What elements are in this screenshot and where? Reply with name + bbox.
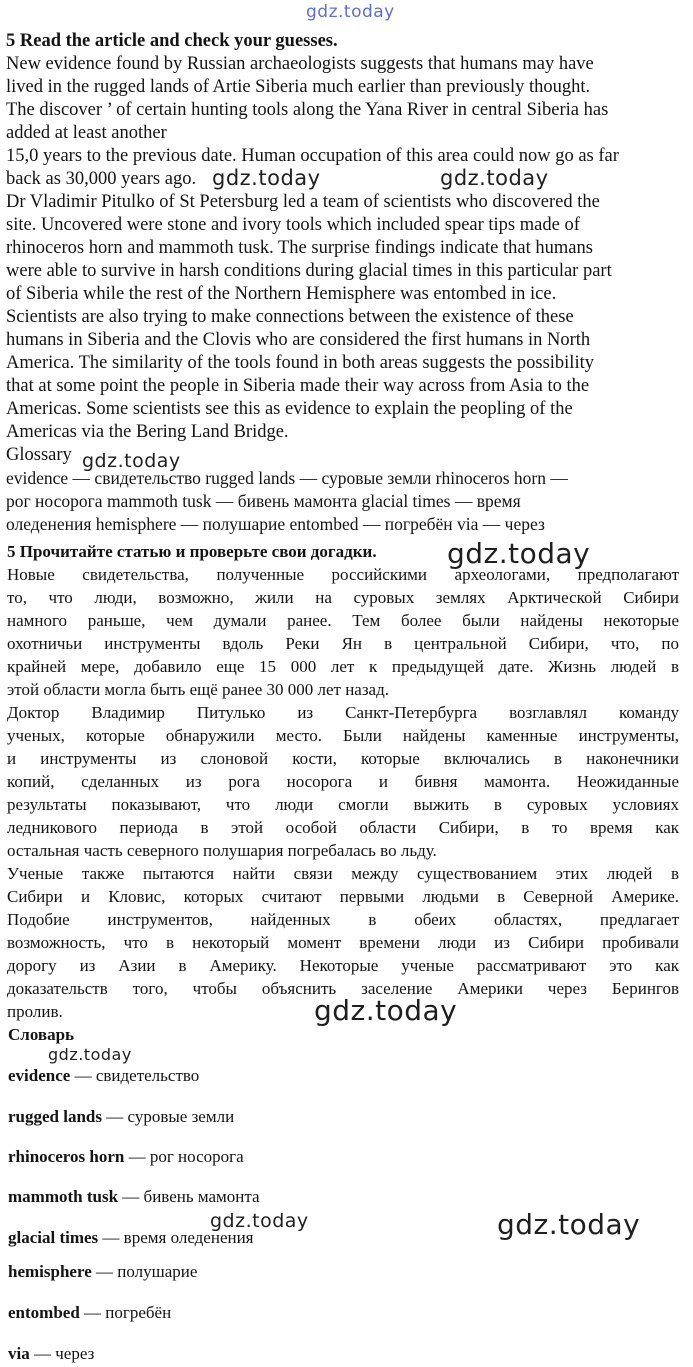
- russian-line: доказательств того, чтобы объяснить заселение Америки через Берингов: [7, 979, 679, 998]
- russian-line: пролив.: [7, 1002, 63, 1021]
- glossary-entry: [8, 1107, 234, 1127]
- glossary-translation: — время оледенения: [102, 1228, 254, 1247]
- watermark-top: gdz.today: [306, 2, 395, 22]
- russian-line: охотничьи инструменты вдоль Реки Ян в центральной Сибири, что, по: [7, 634, 679, 653]
- russian-line: ледникового периода в этой особой области Сибири, в то время как: [7, 818, 679, 837]
- glossary-term: evidence: [8, 1066, 71, 1085]
- russian-line: Ученые также пытаются найти связи между существованием этих людей в: [7, 864, 679, 883]
- english-line: Americas via the Bering Land Bridge.: [6, 422, 289, 442]
- glossary-term: entombed: [8, 1303, 80, 1322]
- watermark: gdz.today: [82, 450, 181, 472]
- english-line: America. The similarity of the tools found in both areas suggests the possibility: [6, 353, 594, 373]
- watermark: gdz.today: [497, 1208, 641, 1241]
- glossary-term: via: [8, 1344, 30, 1363]
- glossary-term: mammoth tusk: [8, 1187, 119, 1206]
- glossary-translation: — суровые земли: [106, 1107, 235, 1126]
- russian-line: Доктор Владимир Питулько из Санкт-Петербурга возглавлял команду: [7, 703, 679, 722]
- glossary-entry: [8, 1187, 260, 1207]
- russian-line: Сибири и Кловис, которых считают первыми людьми в Северной Америке.: [7, 887, 679, 906]
- glossary-term: rugged lands: [8, 1107, 102, 1126]
- glossary-term: hemisphere: [8, 1262, 92, 1281]
- glossary-translation: — бивень мамонта: [122, 1187, 260, 1206]
- english-glossary-line: рог носорога mammoth tusk — бивень мамонта glacial times — время: [6, 491, 521, 511]
- russian-glossary-title: Словарь: [8, 1025, 75, 1044]
- english-line: lived in the rugged lands of Artie Siberia much earlier than previously thought.: [6, 77, 591, 97]
- glossary-translation: — полушарие: [96, 1262, 198, 1281]
- watermark: gdz.today: [210, 1210, 309, 1232]
- watermark: gdz.today: [314, 994, 458, 1027]
- english-line: Scientists are also trying to make connections between the existence of these: [6, 307, 574, 327]
- english-line: 15,0 years to the previous date. Human occupation of this area could now go as far: [6, 146, 619, 166]
- english-glossary-line: оледенения hemisphere — полушарие entombed — погребён via — через: [6, 514, 545, 534]
- english-line: were able to survive in harsh conditions during glacial times in this particular part: [6, 261, 612, 281]
- glossary-translation: — рог носорога: [128, 1147, 244, 1166]
- english-glossary-line: evidence — свидетельство rugged lands — суровые земли rhinoceros horn —: [6, 468, 568, 488]
- english-heading: 5 Read the article and check your guesses.: [6, 31, 338, 51]
- russian-line: результаты показывают, что люди смогли выжить в суровых условиях: [7, 795, 679, 814]
- glossary-term: rhinoceros horn: [8, 1147, 125, 1166]
- english-line: back as 30,000 years ago.: [6, 169, 197, 189]
- glossary-translation: — через: [33, 1344, 95, 1363]
- glossary-entry: [8, 1262, 197, 1282]
- english-line: The discover ’ of certain hunting tools along the Yana River in central Siberia has: [6, 100, 609, 120]
- glossary-entry: [8, 1303, 171, 1323]
- english-line: added at least another: [6, 123, 167, 143]
- glossary-entry: [8, 1228, 254, 1248]
- russian-line: Подобие инструментов, найденных в обеих областях, предлагает: [7, 910, 679, 929]
- glossary-entry: [8, 1066, 199, 1086]
- glossary-translation: — погребён: [84, 1303, 172, 1322]
- russian-line: то, что люди, возможно, жили на суровых землях Арктической Сибири: [7, 588, 679, 607]
- russian-line: крайней мере, добавило еще 15 000 лет к предыдущей дате. Жизнь людей в: [7, 657, 679, 676]
- english-line: rhinoceros horn and mammoth tusk. The surprise findings indicate that humans: [6, 238, 593, 258]
- russian-line: копий, сделанных из рога носорога и бивня мамонта. Неожиданные: [7, 772, 679, 791]
- english-line: Americas. Some scientists see this as evidence to explain the peopling of the: [6, 399, 573, 419]
- english-line: New evidence found by Russian archaeologists suggests that humans may have: [6, 54, 594, 74]
- russian-line: дорогу из Азии в Америку. Некоторые ученые рассматривают это как: [7, 956, 679, 975]
- english-line: site. Uncovered were stone and ivory tools which included spear tips made of: [6, 215, 580, 235]
- english-line: Dr Vladimir Pitulko of St Petersburg led a team of scientists who discovered the: [6, 192, 600, 212]
- russian-line: и инструменты из слоновой кости, которые включались в наконечники: [7, 749, 679, 768]
- glossary-term: glacial times: [8, 1228, 99, 1247]
- russian-line: этой области могла быть ещё ранее 30 000 лет назад.: [7, 680, 390, 699]
- russian-line: ученых, которые обнаружили место. Были найдены каменные инструменты,: [7, 726, 679, 745]
- english-line: humans in Siberia and the Clovis who are considered the first humans in North: [6, 330, 591, 350]
- watermark: gdz.today: [440, 166, 549, 190]
- russian-line: остальная часть северного полушария погребалась во льду.: [7, 841, 437, 860]
- english-line: that at some point the people in Siberia made their way across from Asia to the: [6, 376, 590, 396]
- watermark: gdz.today: [48, 1045, 132, 1064]
- watermark: gdz.today: [212, 166, 321, 190]
- russian-heading: 5 Прочитайте статью и проверьте свои догадки.: [7, 542, 377, 561]
- glossary-translation: — свидетельство: [74, 1066, 200, 1085]
- glossary-entry: [8, 1147, 244, 1167]
- english-glossary-title: Glossary: [6, 445, 72, 465]
- russian-line: возможность, что в некоторый момент времени люди из Сибири пробивали: [7, 933, 679, 952]
- russian-line: Новые свидетельства, полученные российскими археологами, предполагают: [7, 565, 679, 584]
- glossary-entry: [8, 1344, 94, 1364]
- russian-line: намного раньше, чем думали ранее. Тем более были найдены некоторые: [7, 611, 679, 630]
- english-line: of Siberia while the rest of the Northern Hemisphere was entombed in ice.: [6, 284, 557, 304]
- watermark: gdz.today: [447, 537, 591, 570]
